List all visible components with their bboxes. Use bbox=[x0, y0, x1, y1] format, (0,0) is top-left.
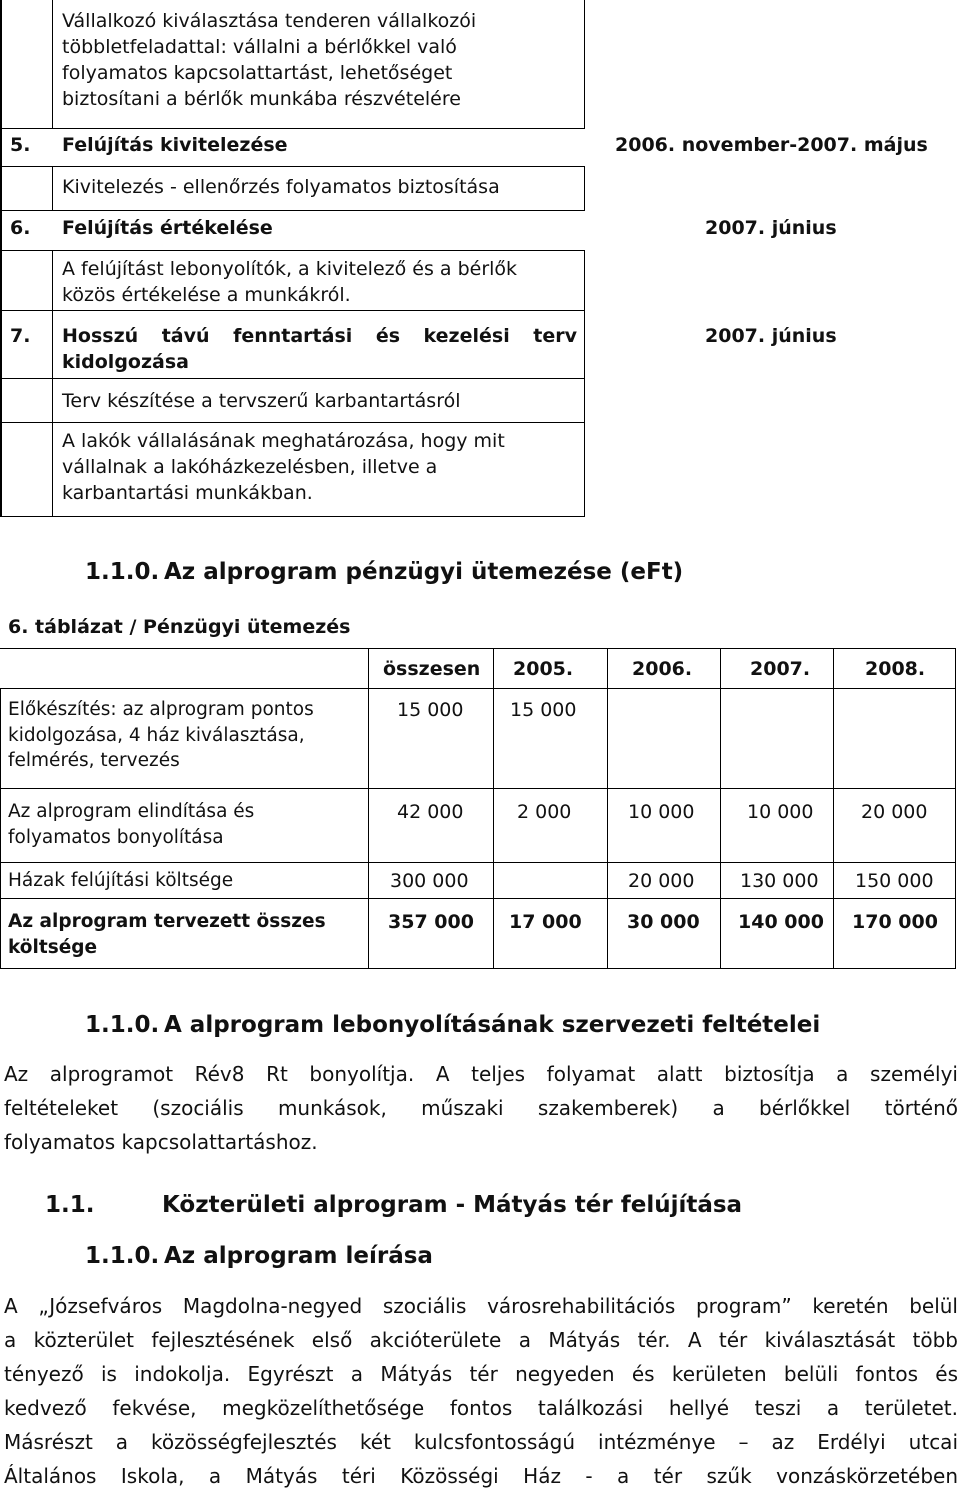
section-number: 1.1.0. bbox=[85, 559, 160, 585]
section-title: Az alprogram leírása bbox=[164, 1243, 433, 1269]
table-cell: 17 000 bbox=[509, 911, 582, 933]
col-header: 2005. bbox=[513, 658, 574, 680]
table-cell: 10 000 bbox=[628, 801, 695, 823]
table-cell: 20 000 bbox=[628, 870, 695, 892]
section-number: 1.1.0. bbox=[85, 1243, 160, 1269]
col-header: összesen bbox=[383, 658, 481, 680]
item-date: 2007. június bbox=[705, 325, 837, 347]
table-cell: 15 000 bbox=[397, 699, 464, 721]
item-number: 6. bbox=[10, 217, 31, 239]
paragraph: Az alprogramot Rév8 Rt bonyolítja. A teljes folyamat alatt biztosítja a személyi feltételeket (szociális munkások, műszaki szakemberek) a bérlőkkel történő folyamatos kapcsolattartáshoz. bbox=[4, 1062, 958, 1154]
row-label: Előkészítés: az alprogram pontos kidolgozása, 4 ház kiválasztása, felmérés, tervezés bbox=[8, 699, 314, 771]
paragraph: A „Józsefváros Magdolna-negyed szociális városrehabilitációs program” keretén belül a közterület fejlesztésének első akcióterülete a Mátyás tér. A tér kiválasztását több tényező is indokolja. Egyrészt a Mátyás tér negyeden és kerületen belüli fontos és kedvező fekvése, megközelíthetősége fontos találkozási hellyé teszi a területet. Másrészt a közösségfejlesztés két kulcsfontosságú intézménye – az Erdélyi utcai Általános Iskola, a Mátyás téri Közösségi Ház - a tér szűk vonzáskörzetében bbox=[4, 1294, 958, 1488]
item-number: 5. bbox=[10, 134, 31, 156]
table-cell: 357 000 bbox=[388, 911, 474, 933]
item-title: Felújítás értékelése bbox=[62, 217, 273, 239]
table-cell: 20 000 bbox=[861, 801, 928, 823]
row-label: Házak felújítási költsége bbox=[8, 870, 234, 891]
table-cell: 140 000 bbox=[738, 911, 824, 933]
table-cell: 30 000 bbox=[627, 911, 700, 933]
table-cell: 10 000 bbox=[747, 801, 814, 823]
item-date: 2007. június bbox=[705, 217, 837, 239]
col-header: 2008. bbox=[865, 658, 926, 680]
row-label: Az alprogram elindítása és folyamatos bonyolítása bbox=[8, 801, 255, 848]
table-cell: 150 000 bbox=[855, 870, 934, 892]
item-subtask: A felújítást lebonyolítók, a kivitelező és a bérlők közös értékelése a munkákról. bbox=[62, 258, 518, 306]
section-title: A alprogram lebonyolításának szervezeti feltételei bbox=[164, 1012, 821, 1038]
col-header: 2006. bbox=[632, 658, 693, 680]
item-date: 2006. november-2007. május bbox=[615, 134, 928, 156]
item-title-cont: kidolgozása bbox=[62, 351, 189, 373]
section-title: Az alprogram pénzügyi ütemezése (eFt) bbox=[164, 559, 684, 585]
item-title: Hosszú távú fenntartási és kezelési terv bbox=[62, 325, 577, 347]
item-title: Felújítás kivitelezése bbox=[62, 134, 288, 156]
table-cell: 300 000 bbox=[390, 870, 469, 892]
col-header: 2007. bbox=[750, 658, 811, 680]
item-subtask: A lakók vállalásának meghatározása, hogy mit vállalnak a lakóházkezelésben, illetve a karbantartási munkákban. bbox=[62, 430, 505, 504]
table-cell: 15 000 bbox=[510, 699, 577, 721]
section-number: 1.1. bbox=[45, 1192, 95, 1218]
section-title: Közterületi alprogram - Mátyás tér felújítása bbox=[162, 1192, 743, 1218]
row-label: Az alprogram tervezett összes költsége bbox=[8, 911, 326, 958]
item-subtask: Kivitelezés - ellenőrzés folyamatos biztosítása bbox=[62, 176, 500, 198]
table-cell: 130 000 bbox=[740, 870, 819, 892]
table-cell: 42 000 bbox=[397, 801, 464, 823]
table-cell: 170 000 bbox=[852, 911, 938, 933]
task-description: Vállalkozó kiválasztása tenderen vállalkozói többletfeladattal: vállalni a bérlőkkel való folyamatos kapcsolattartást, lehetőséget biztosítani a bérlők munkába részvételére bbox=[62, 10, 477, 110]
table-caption: 6. táblázat / Pénzügyi ütemezés bbox=[8, 616, 351, 638]
table-cell: 2 000 bbox=[517, 801, 572, 823]
section-number: 1.1.0. bbox=[85, 1012, 160, 1038]
item-number: 7. bbox=[10, 325, 31, 347]
item-subtask: Terv készítése a tervszerű karbantartásról bbox=[62, 390, 461, 412]
